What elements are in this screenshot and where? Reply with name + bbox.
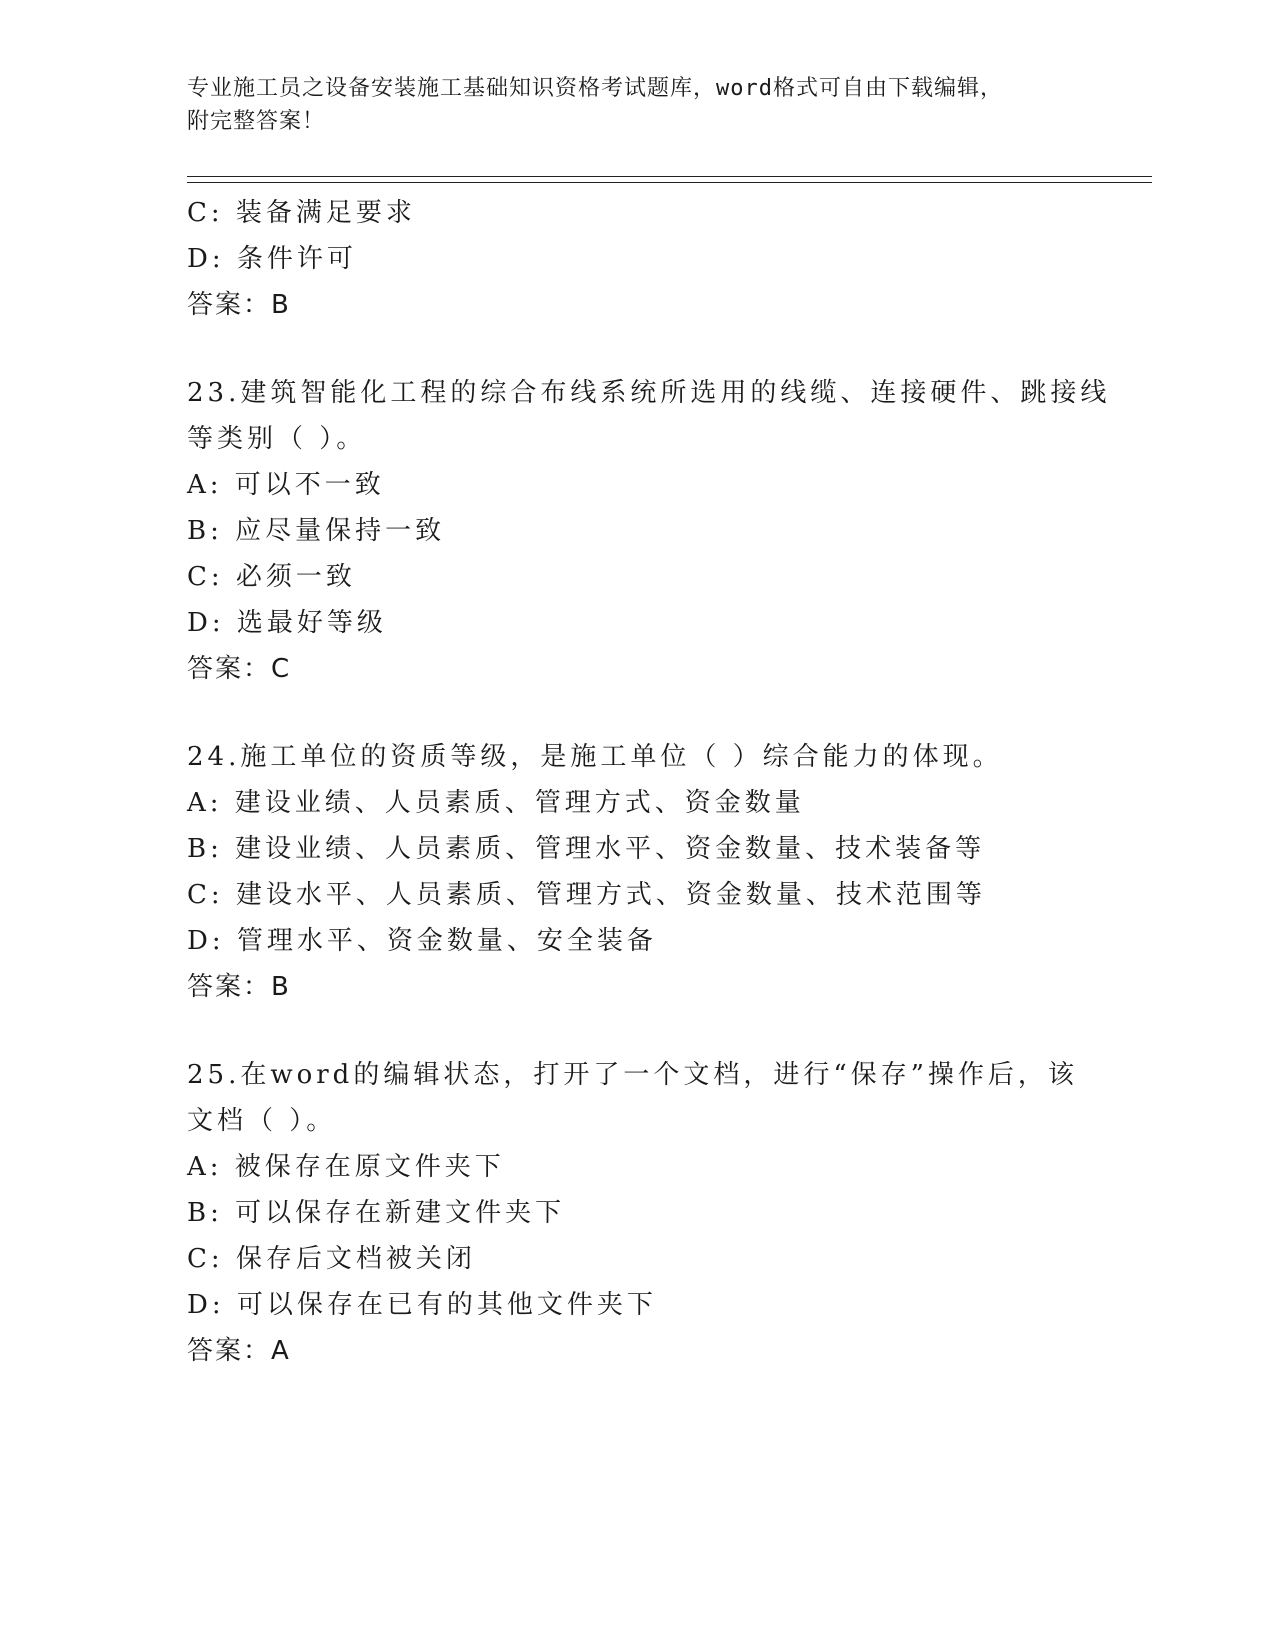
header-divider-top <box>187 176 1152 177</box>
option-c: C: 建设水平、人员素质、管理方式、资金数量、技术范围等 <box>187 880 986 910</box>
page-header <box>187 72 1067 138</box>
option-b: B: 可以保存在新建文件夹下 <box>187 1198 566 1228</box>
option-c: C: 保存后文档被关闭 <box>187 1244 476 1274</box>
option-d: D: 选最好等级 <box>187 608 387 638</box>
option-c: C: 装备满足要求 <box>187 198 416 228</box>
question-stem: 24.施工单位的资质等级，是施工单位（ ）综合能力的体现。 <box>187 742 1003 772</box>
header-line-1: 专业施工员之设备安装施工基础知识资格考试题库，word格式可自由下载编辑， <box>187 76 1003 101</box>
question-stem: 等类别（ ）。 <box>187 424 367 454</box>
question-24 <box>187 734 1087 1010</box>
question-22-continued <box>187 190 1087 328</box>
question-content <box>187 190 1111 1374</box>
option-d: D: 条件许可 <box>187 244 357 274</box>
option-d: D: 管理水平、资金数量、安全装备 <box>187 926 657 956</box>
answer-label: 答案：C <box>187 654 292 684</box>
header-line-2: 附完整答案！ <box>187 109 326 134</box>
answer-label: 答案：A <box>187 1336 291 1366</box>
option-b: B: 应尽量保持一致 <box>187 516 446 546</box>
answer-label: 答案：B <box>187 972 291 1002</box>
option-a: A: 建设业绩、人员素质、管理方式、资金数量 <box>187 788 805 818</box>
option-c: C: 必须一致 <box>187 562 356 592</box>
option-a: A: 被保存在原文件夹下 <box>187 1152 505 1182</box>
option-d: D: 可以保存在已有的其他文件夹下 <box>187 1290 657 1320</box>
answer-label: 答案：B <box>187 290 291 320</box>
question-stem: 25.在word的编辑状态，打开了一个文档，进行“保存”操作后，该 <box>187 1060 1078 1090</box>
option-a: A: 可以不一致 <box>187 470 385 500</box>
question-25 <box>187 1052 1087 1374</box>
header-divider-bottom <box>187 182 1152 183</box>
question-23 <box>187 370 1111 692</box>
question-stem: 23.建筑智能化工程的综合布线系统所选用的线缆、连接硬件、跳接线 <box>187 378 1111 408</box>
option-b: B: 建设业绩、人员素质、管理水平、资金数量、技术装备等 <box>187 834 986 864</box>
question-stem: 文档（ ）。 <box>187 1106 337 1136</box>
